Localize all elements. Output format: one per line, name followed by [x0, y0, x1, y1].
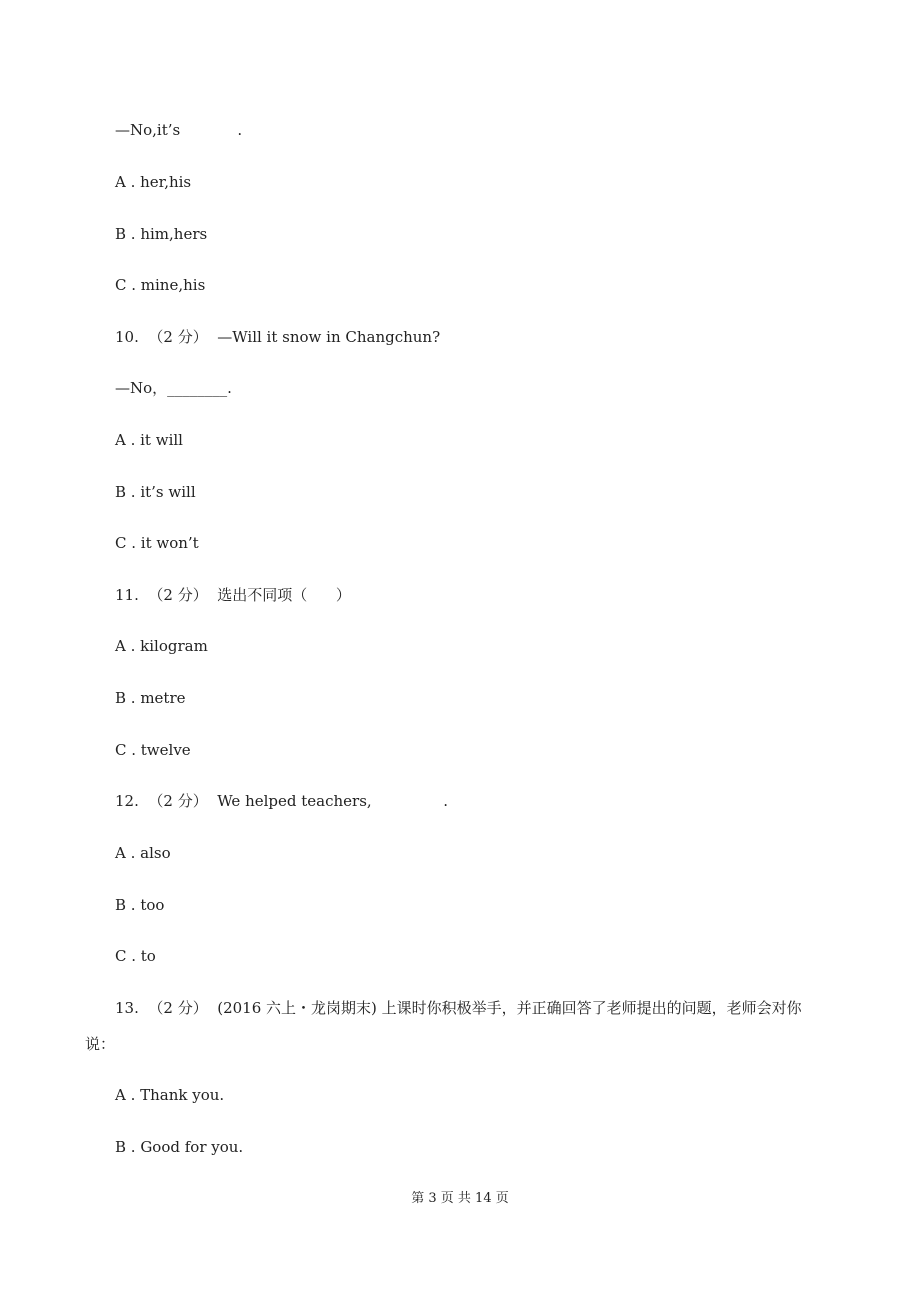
q9-option-a: A . her,his — [115, 173, 192, 191]
q12-option-b: B . too — [115, 896, 165, 914]
q10-answer-prompt: —No，________. — [115, 379, 232, 397]
q9-answer-prompt: —No,it’s . — [115, 121, 243, 139]
q10-stem: 10. （2 分） —Will it snow in Changchun? — [115, 328, 441, 346]
q13-option-a: A . Thank you. — [115, 1086, 225, 1104]
q12-option-c: C . to — [115, 947, 156, 965]
q12-stem: 12. （2 分） We helped teachers, . — [115, 792, 448, 810]
q10-option-c: C . it won’t — [115, 534, 199, 552]
q13-stem-continued: 说： — [85, 1035, 116, 1053]
q13-stem: 13. （2 分） (2016 六上・龙岗期末) 上课时你积极举手，并正确回答了老师提出的问题，老师会对你 — [115, 999, 802, 1017]
q11-option-b: B . metre — [115, 689, 186, 707]
page-footer: 第 3 页 共 14 页 — [411, 1191, 509, 1206]
q9-option-b: B . him,hers — [115, 225, 208, 243]
q11-option-c: C . twelve — [115, 741, 191, 759]
q9-option-c: C . mine,his — [115, 276, 206, 294]
q10-option-b: B . it’s will — [115, 483, 196, 501]
q13-option-b: B . Good for you. — [115, 1138, 244, 1156]
q10-option-a: A . it will — [115, 431, 183, 449]
q12-option-a: A . also — [115, 844, 171, 862]
q11-stem: 11. （2 分） 选出不同项（ ） — [115, 586, 351, 604]
q11-option-a: A . kilogram — [115, 637, 208, 655]
